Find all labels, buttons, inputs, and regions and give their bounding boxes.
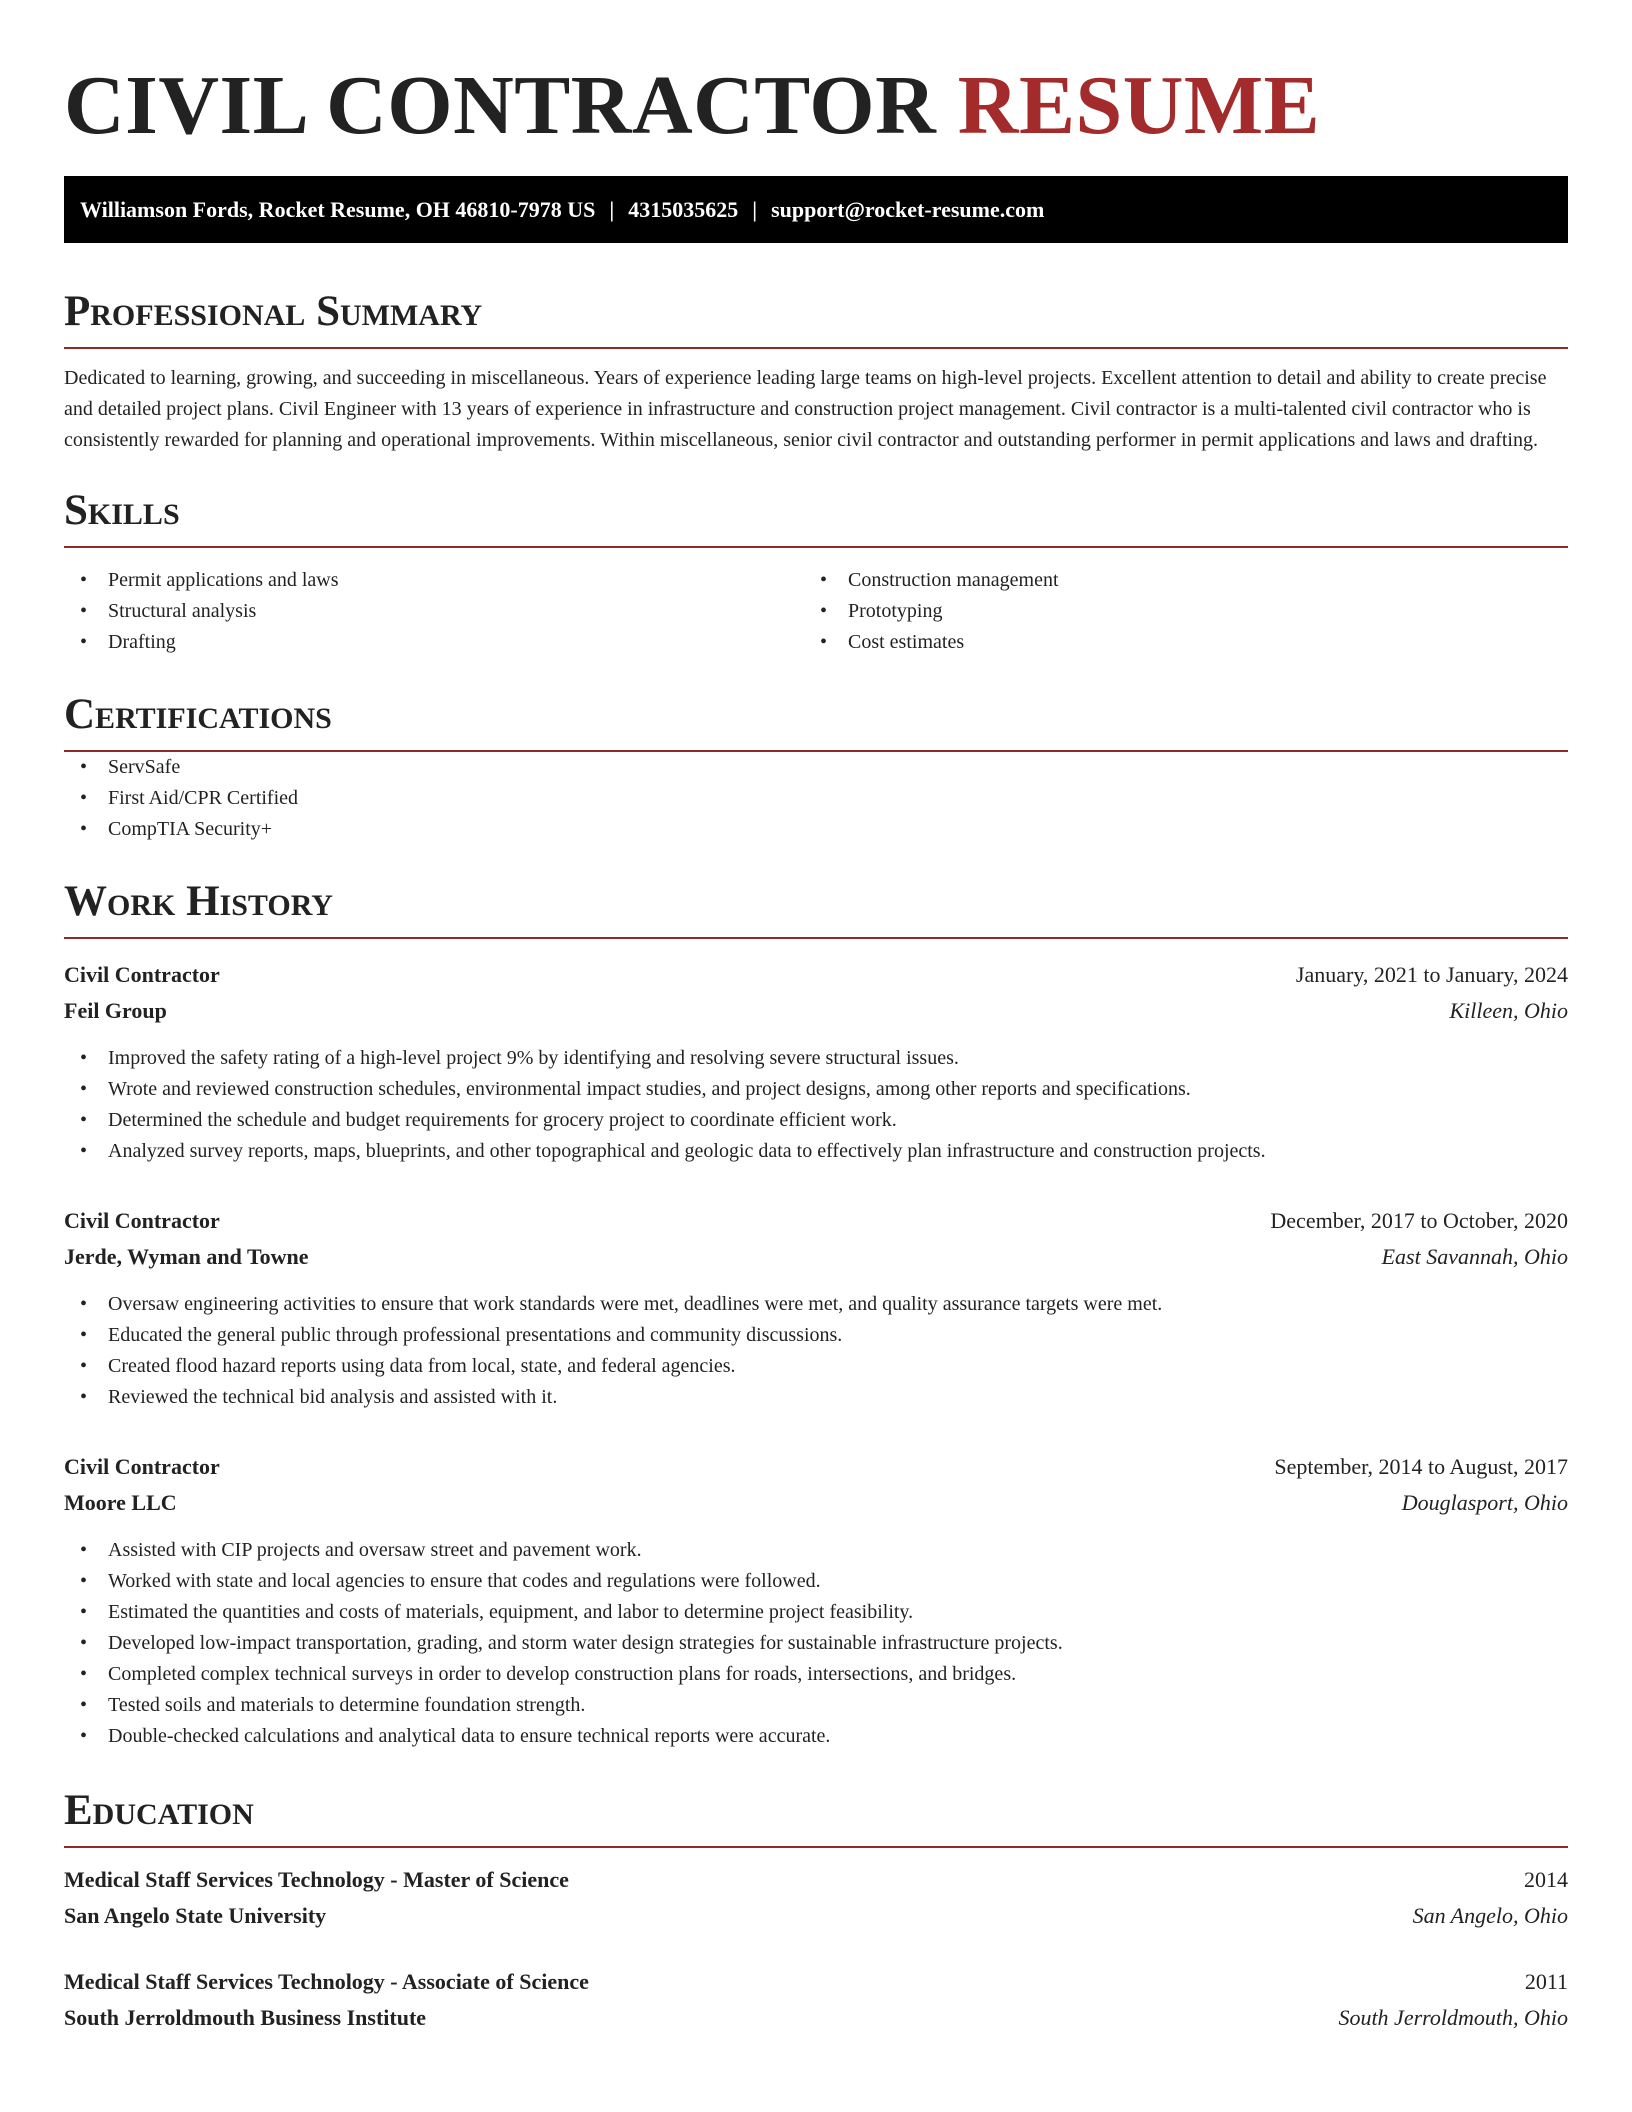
bullet-icon: • [80,1109,88,1131]
education-year: 2011 [1524,1969,1568,1994]
skill-item: • Drafting [64,627,804,658]
section-heading-work-history: Work History [64,875,1568,939]
bullet-icon: • [80,569,88,591]
job-entry [64,957,1568,1167]
education-degree: Medical Staff Services Technology - Master of Science [64,1867,569,1892]
contact-email: support@rocket-resume.com [771,196,1045,222]
job-duty-item: • Worked with state and local agencies to ensure that codes and regulations were followed. [64,1566,1568,1597]
bullet-icon: • [80,818,88,840]
bullet-icon: • [80,1293,88,1315]
job-role: Civil Contractor [64,1208,220,1233]
section-heading-skills: Skills [64,484,1568,548]
job-duty-item: • Educated the general public through professional presentations and community discussions. [64,1320,1568,1351]
bullet-icon: • [80,1539,88,1561]
job-location: Douglasport, Ohio [1401,1490,1568,1515]
bullet-icon: • [80,1570,88,1592]
skill-item: • Prototyping [804,596,1544,627]
job-company: Jerde, Wyman and Towne [64,1244,309,1269]
bullet-icon: • [80,756,88,778]
skill-item: • Cost estimates [804,627,1544,658]
job-entry [64,1449,1568,1752]
job-company: Moore LLC [64,1490,177,1515]
skill-item: • Structural analysis [64,596,804,627]
job-company: Feil Group [64,998,167,1023]
education-entry [64,1964,1568,2036]
certification-item: • First Aid/CPR Certified [64,783,1568,814]
bullet-icon: • [80,1078,88,1100]
job-duty-item: • Created flood hazard reports using data from local, state, and federal agencies. [64,1351,1568,1382]
section-heading-summary: Professional Summary [64,285,1568,349]
job-location: East Savannah, Ohio [1381,1244,1568,1269]
bullet-icon: • [80,1694,88,1716]
job-entry [64,1203,1568,1413]
job-duty-item: • Wrote and reviewed construction schedules, environmental impact studies, and project designs, among other reports and specifications. [64,1074,1568,1105]
contact-address: Williamson Fords, Rocket Resume, OH 46810-7978 US [80,196,596,222]
job-location: Killeen, Ohio [1449,998,1568,1023]
skills-column-left [64,565,804,658]
bullet-icon: • [80,1140,88,1162]
job-duty-item: • Completed complex technical surveys in order to develop construction plans for roads, intersections, and bridges. [64,1659,1568,1690]
bullet-icon: • [80,1632,88,1654]
job-duties [64,1289,1568,1413]
job-duty-item: • Developed low-impact transportation, grading, and storm water design strategies for sustainable infrastructure projects. [64,1628,1568,1659]
bullet-icon: • [820,631,828,653]
bullet-icon: • [80,1601,88,1623]
bullet-icon: • [820,569,828,591]
job-role: Civil Contractor [64,962,220,987]
section-heading-education: Education [64,1784,1568,1848]
bullet-icon: • [80,600,88,622]
job-duty-item: • Reviewed the technical bid analysis and assisted with it. [64,1382,1568,1413]
bullet-icon: • [80,1386,88,1408]
contact-bar [64,176,1568,243]
contact-separator: | [752,196,758,222]
education-degree: Medical Staff Services Technology - Associate of Science [64,1969,589,1994]
job-duty-item: • Double-checked calculations and analytical data to ensure technical reports were accurate. [64,1721,1568,1752]
education-location: South Jerroldmouth, Ohio [1338,2005,1568,2030]
job-dates: December, 2017 to October, 2020 [1270,1208,1568,1233]
title-accent: RESUME [957,59,1321,152]
education-entry [64,1862,1568,1934]
education-school: South Jerroldmouth Business Institute [64,2005,427,2030]
job-dates: September, 2014 to August, 2017 [1274,1454,1568,1479]
skills-column-right [804,565,1544,658]
certifications-list [64,752,1568,845]
job-dates: January, 2021 to January, 2024 [1295,962,1568,987]
job-duties [64,1043,1568,1167]
bullet-icon: • [80,1725,88,1747]
job-duty-item: • Oversaw engineering activities to ensure that work standards were met, deadlines were met, and quality assurance targets were met. [64,1289,1568,1320]
job-duty-item: • Assisted with CIP projects and oversaw street and pavement work. [64,1535,1568,1566]
skill-item: • Construction management [804,565,1544,596]
certification-item: • CompTIA Security+ [64,814,1568,845]
job-duty-item: • Improved the safety rating of a high-level project 9% by identifying and resolving severe structural issues. [64,1043,1568,1074]
skill-item: • Permit applications and laws [64,565,804,596]
skills-list [64,565,1568,658]
job-duties [64,1535,1568,1752]
bullet-icon: • [820,600,828,622]
title-main: CIVIL CONTRACTOR [64,59,937,152]
bullet-icon: • [80,631,88,653]
certification-item: • ServSafe [64,752,1568,783]
bullet-icon: • [80,1355,88,1377]
bullet-icon: • [80,1324,88,1346]
bullet-icon: • [80,1663,88,1685]
job-duty-item: • Estimated the quantities and costs of materials, equipment, and labor to determine project feasibility. [64,1597,1568,1628]
section-heading-certifications: Certifications [64,688,1568,752]
job-role: Civil Contractor [64,1454,220,1479]
job-duty-item: • Tested soils and materials to determine foundation strength. [64,1690,1568,1721]
contact-separator: | [609,196,615,222]
bullet-icon: • [80,787,88,809]
summary-text: Dedicated to learning, growing, and succeeding in miscellaneous. Years of experience leading large teams on high-level projects. Excellent attention to detail and ability to create precise and detailed project plans. Civil Engineer with 13 years of experience in infrastructure and construction project management. Civil contractor is a multi-talented civil contractor who is consistently rewarded for planning and operational improvements. Within miscellaneous, senior civil contractor and outstanding performer in permit applications and laws and drafting. [64,367,1547,451]
contact-phone: 4315035625 [628,196,739,222]
job-duty-item: • Analyzed survey reports, maps, blueprints, and other topographical and geologic data to effectively plan infrastructure and construction projects. [64,1136,1568,1167]
resume-title [64,52,1568,160]
job-duty-item: • Determined the schedule and budget requirements for grocery project to coordinate efficient work. [64,1105,1568,1136]
resume-page [64,0,1568,2036]
education-year: 2014 [1524,1867,1568,1892]
education-location: San Angelo, Ohio [1412,1903,1568,1928]
education-school: San Angelo State University [64,1903,327,1928]
bullet-icon: • [80,1047,88,1069]
